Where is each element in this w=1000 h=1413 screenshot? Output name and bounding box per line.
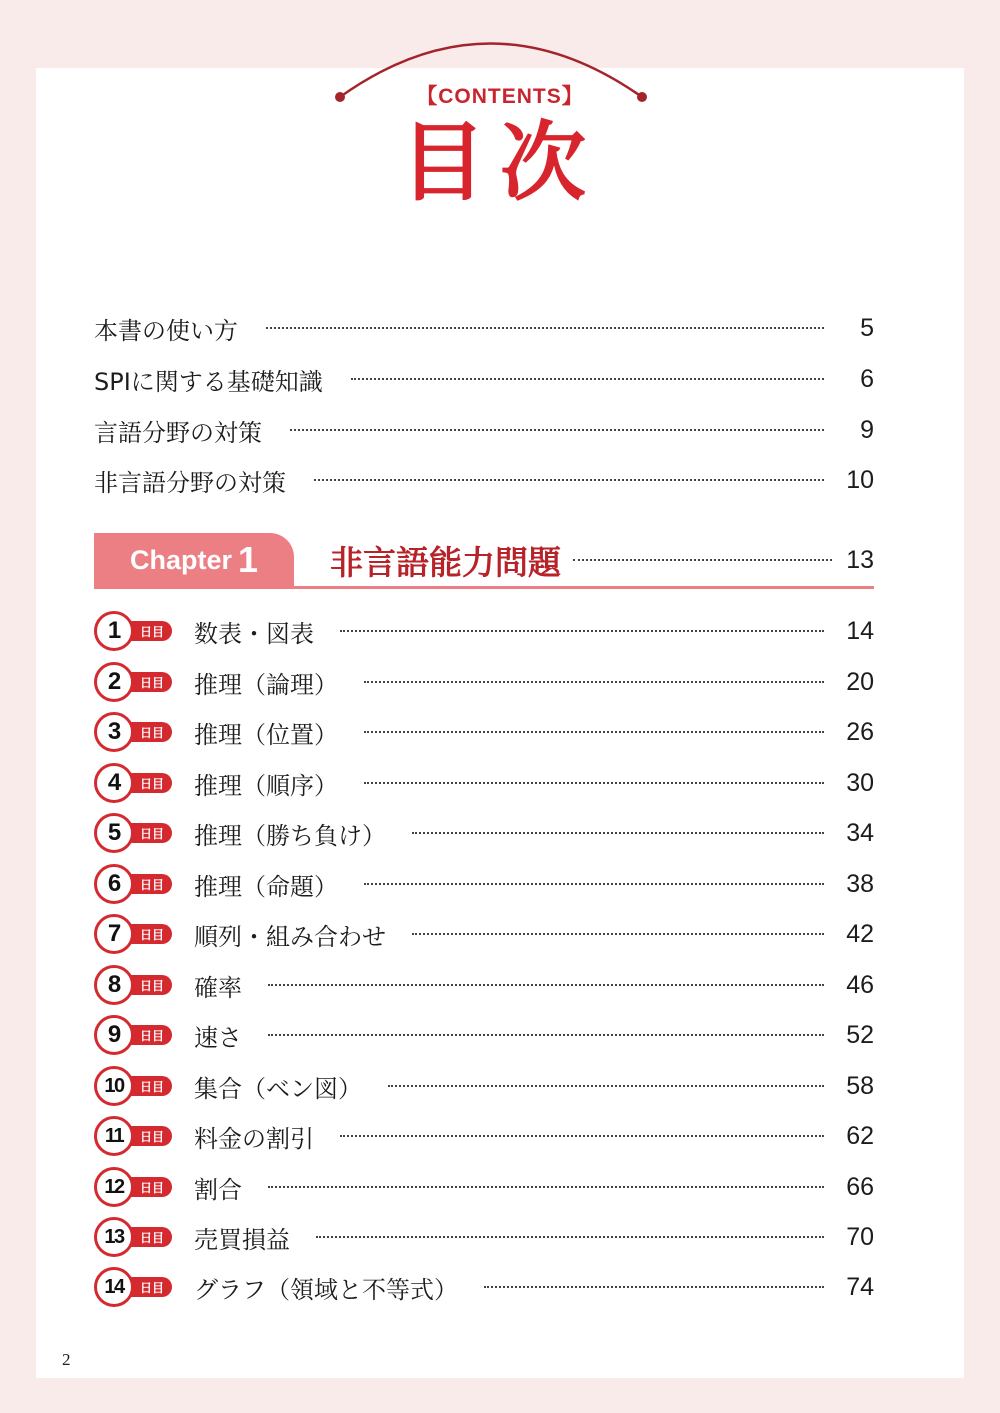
day-entry[interactable]: [94, 1116, 874, 1156]
day-tag: 日目: [120, 722, 172, 742]
day-entry[interactable]: [94, 712, 874, 752]
day-badge: [94, 1066, 178, 1106]
day-tag: 日目: [120, 924, 172, 944]
chapter-title: 非言語能力問題: [330, 542, 561, 582]
day-entry-label: 推理（位置）: [194, 720, 338, 749]
day-badge: [94, 1217, 178, 1257]
day-tag: 日目: [120, 1126, 172, 1146]
dot-leader: [316, 1236, 824, 1238]
toc-entry[interactable]: [94, 308, 874, 348]
day-badge: [94, 1167, 178, 1207]
day-entry-label: 割合: [194, 1175, 242, 1204]
day-badge: [94, 965, 178, 1005]
day-entry-page: 58: [846, 1071, 874, 1100]
day-number: 14: [94, 1267, 134, 1307]
day-number: 12: [94, 1167, 134, 1207]
dot-leader: [290, 429, 824, 431]
day-number: 3: [94, 712, 134, 752]
day-number: 13: [94, 1217, 134, 1257]
day-badge: [94, 763, 178, 803]
day-entry-label: 売買損益: [194, 1225, 290, 1254]
chapter-word: Chapter: [129, 544, 232, 575]
toc-entry[interactable]: [94, 460, 874, 500]
day-entry[interactable]: [94, 662, 874, 702]
day-entry-label: グラフ（領域と不等式）: [194, 1275, 458, 1304]
day-number: 6: [94, 864, 134, 904]
dot-leader: [268, 1034, 824, 1036]
day-entry-page: 66: [846, 1172, 874, 1201]
day-entry-page: 14: [846, 616, 874, 645]
day-tag: 日目: [120, 1227, 172, 1247]
toc-entry-page: 5: [860, 313, 874, 342]
day-entry-page: 30: [846, 768, 874, 797]
day-tag: 日目: [120, 1025, 172, 1045]
day-badge: [94, 1267, 178, 1307]
toc-entry-label: SPIに関する基礎知識: [94, 367, 323, 396]
toc-entry-page: 6: [860, 364, 874, 393]
day-entry[interactable]: [94, 813, 874, 853]
day-entry-page: 46: [846, 970, 874, 999]
day-badge: [94, 864, 178, 904]
day-tag: 日目: [120, 1177, 172, 1197]
day-entry-label: 順列・組み合わせ: [194, 922, 386, 951]
toc-entry-page: 9: [860, 415, 874, 444]
day-entry[interactable]: [94, 914, 874, 954]
dot-leader: [364, 883, 824, 885]
day-badge: [94, 1015, 178, 1055]
day-tag: 日目: [120, 874, 172, 894]
day-number: 5: [94, 813, 134, 853]
toc-entry-label: 本書の使い方: [94, 316, 238, 345]
chapter-heading[interactable]: [94, 533, 874, 589]
dot-leader: [351, 378, 824, 380]
day-entry-page: 34: [846, 818, 874, 847]
day-number: 10: [94, 1066, 134, 1106]
contents-label: 【CONTENTS】: [416, 85, 584, 108]
day-entry-page: 26: [846, 717, 874, 746]
day-entry-label: 集合（ベン図）: [194, 1074, 362, 1103]
chapter-underline: [94, 586, 874, 589]
day-number: 11: [94, 1116, 134, 1156]
day-entry-page: 52: [846, 1020, 874, 1049]
day-tag: 日目: [120, 823, 172, 843]
dot-leader: [412, 832, 824, 834]
day-entry[interactable]: [94, 1066, 874, 1106]
day-entry-label: 推理（順序）: [194, 771, 338, 800]
day-entry-page: 62: [846, 1121, 874, 1150]
day-entry[interactable]: [94, 864, 874, 904]
day-entry-label: 推理（命題）: [194, 872, 338, 901]
day-entry-label: 推理（勝ち負け）: [194, 821, 386, 850]
day-tag: 日目: [120, 1076, 172, 1096]
chapter-number: 1: [237, 539, 259, 580]
dot-leader: [412, 933, 824, 935]
page-number: 2: [62, 1350, 71, 1369]
day-number: 4: [94, 763, 134, 803]
toc-entry[interactable]: [94, 359, 874, 399]
day-entry-page: 70: [846, 1222, 874, 1251]
day-entry-label: 数表・図表: [194, 619, 314, 648]
dot-leader: [364, 681, 824, 683]
toc-entry-label: 言語分野の対策: [94, 418, 262, 447]
day-tag: 日目: [120, 975, 172, 995]
day-tag: 日目: [120, 621, 172, 641]
chapter-title-row: [330, 537, 874, 583]
day-entry-page: 20: [846, 667, 874, 696]
day-badge: [94, 813, 178, 853]
day-entry-page: 74: [846, 1272, 874, 1301]
day-entry[interactable]: [94, 1217, 874, 1257]
day-number: 9: [94, 1015, 134, 1055]
day-entry-label: 料金の割引: [194, 1124, 314, 1153]
day-entry-label: 速さ: [194, 1023, 242, 1052]
day-tag: 日目: [120, 773, 172, 793]
dot-leader: [314, 479, 824, 481]
day-badge: [94, 1116, 178, 1156]
day-entry[interactable]: [94, 763, 874, 803]
chapter-tab: [94, 533, 294, 587]
day-entry[interactable]: [94, 965, 874, 1005]
day-badge: [94, 712, 178, 752]
day-entry-label: 推理（論理）: [194, 670, 338, 699]
day-entry-label: 確率: [194, 973, 242, 1002]
dot-leader: [484, 1286, 824, 1288]
day-badge: [94, 611, 178, 651]
day-tag: 日目: [120, 1277, 172, 1297]
page-title: 目次: [400, 113, 600, 213]
toc-entry-label: 非言語分野の対策: [94, 468, 286, 497]
dot-leader: [266, 327, 824, 329]
day-badge: [94, 914, 178, 954]
dot-leader: [364, 782, 824, 784]
day-number: 2: [94, 662, 134, 702]
day-entry[interactable]: [94, 1015, 874, 1055]
day-entry-page: 38: [846, 869, 874, 898]
dot-leader: [340, 1135, 824, 1137]
day-number: 8: [94, 965, 134, 1005]
dot-leader: [388, 1085, 824, 1087]
day-number: 7: [94, 914, 134, 954]
dot-leader: [268, 984, 824, 986]
dot-leader: [364, 731, 824, 733]
day-number: 1: [94, 611, 134, 651]
dot-leader: [340, 630, 824, 632]
chapter-page: 13: [846, 545, 874, 574]
dot-leader: [268, 1186, 824, 1188]
day-badge: [94, 662, 178, 702]
toc-entry-page: 10: [846, 465, 874, 494]
day-entry[interactable]: [94, 611, 874, 651]
dot-leader: [573, 559, 832, 561]
day-entry[interactable]: [94, 1267, 874, 1307]
day-entry-page: 42: [846, 919, 874, 948]
day-entry[interactable]: [94, 1167, 874, 1207]
toc-entry[interactable]: [94, 410, 874, 450]
day-tag: 日目: [120, 672, 172, 692]
